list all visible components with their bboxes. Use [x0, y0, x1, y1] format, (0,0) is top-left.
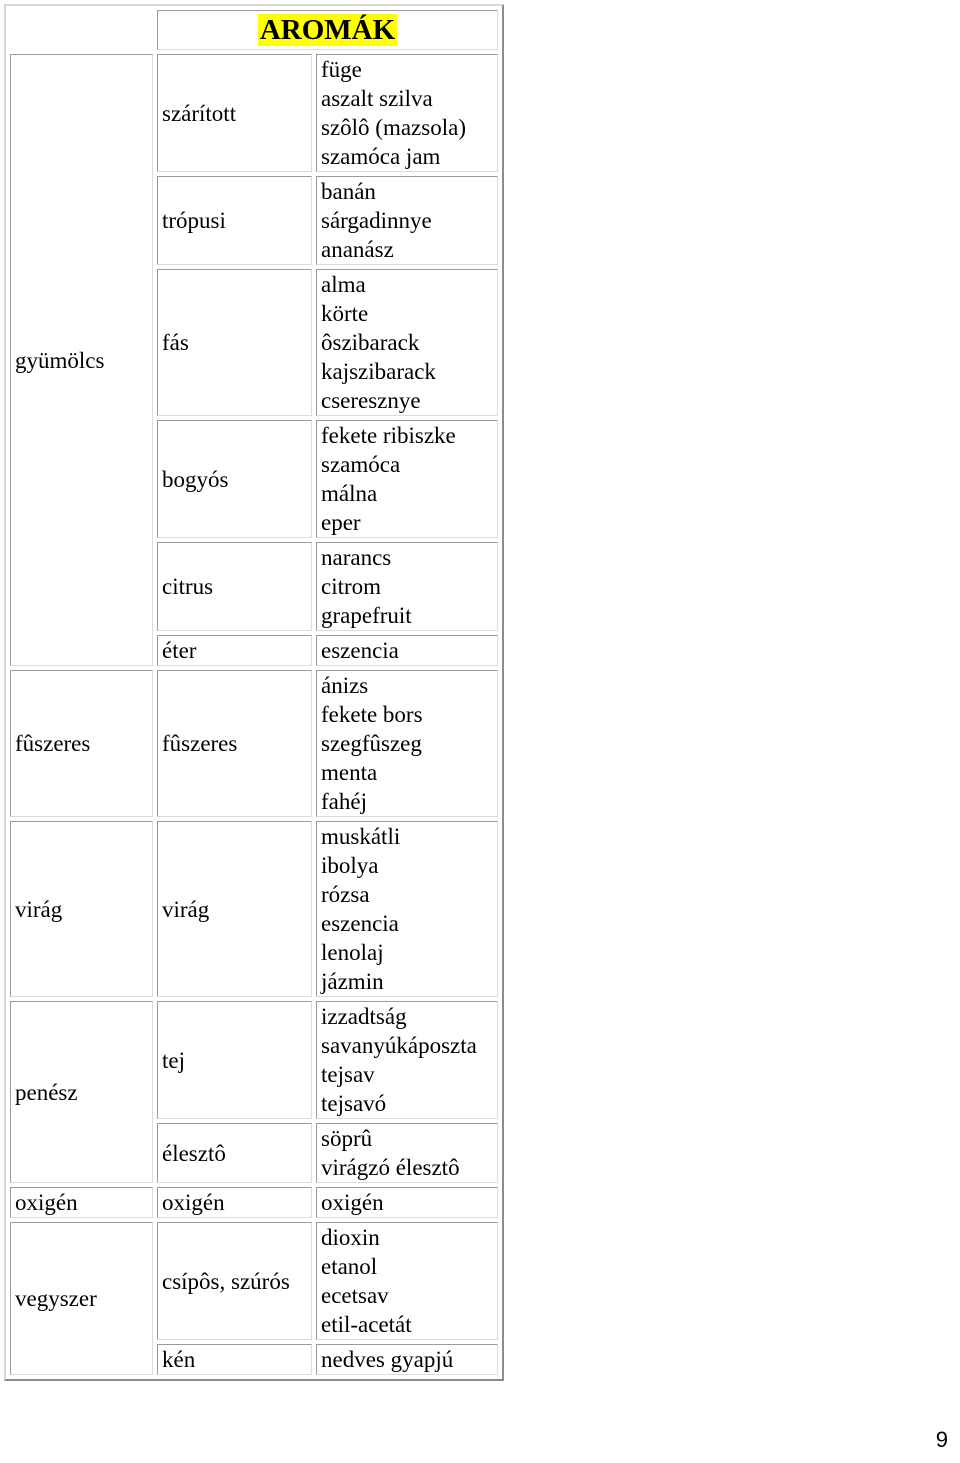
aroma-item: fahéj — [321, 789, 367, 814]
category-cell: vegyszer — [10, 1222, 153, 1375]
aroma-item: fekete bors — [321, 702, 423, 727]
aroma-item: körte — [321, 301, 369, 326]
aroma-item: söprû — [321, 1126, 373, 1151]
aroma-item: málna — [321, 481, 378, 506]
aroma-table — [4, 4, 504, 1381]
subcategory-cell: tej — [157, 1001, 312, 1119]
aroma-item: nedves gyapjú — [321, 1347, 454, 1372]
aroma-item: etil-acetát — [321, 1312, 412, 1337]
aroma-item: ibolya — [321, 853, 379, 878]
table-row — [10, 670, 498, 817]
subcategory-cell: fás — [157, 269, 312, 416]
aroma-item: virágzó élesztô — [321, 1155, 460, 1180]
aroma-list-cell — [316, 670, 498, 817]
aroma-item: fekete ribiszke — [321, 423, 456, 448]
aroma-list-cell — [316, 1123, 498, 1183]
aroma-item: savanyúkáposzta — [321, 1033, 477, 1058]
aroma-list-cell — [316, 821, 498, 997]
table-row — [10, 1222, 498, 1340]
table-row — [10, 1001, 498, 1119]
aroma-item: etanol — [321, 1254, 378, 1279]
aroma-item: tejsav — [321, 1062, 375, 1087]
aroma-item: szamóca jam — [321, 144, 441, 169]
category-cell: virág — [10, 821, 153, 997]
category-cell: gyümölcs — [10, 54, 153, 666]
aroma-item: eper — [321, 510, 361, 535]
aroma-item: rózsa — [321, 882, 370, 907]
aroma-item: alma — [321, 272, 366, 297]
aroma-item: ananász — [321, 237, 394, 262]
aroma-list-cell — [316, 1001, 498, 1119]
title-spacer — [10, 10, 153, 50]
aroma-table-wrapper — [4, 4, 504, 1381]
category-cell: penész — [10, 1001, 153, 1183]
aroma-item: ánizs — [321, 673, 369, 698]
subcategory-cell: csípôs, szúrós — [157, 1222, 312, 1340]
table-row — [10, 1187, 498, 1218]
subcategory-cell: virág — [157, 821, 312, 997]
table-row — [10, 54, 498, 172]
aroma-item: kajszibarack — [321, 359, 436, 384]
aroma-item: menta — [321, 760, 378, 785]
aroma-item: eszencia — [321, 638, 399, 663]
aroma-item: muskátli — [321, 824, 401, 849]
aroma-item: szôlô (mazsola) — [321, 115, 466, 140]
aroma-item: izzadtság — [321, 1004, 407, 1029]
aroma-list-cell — [316, 54, 498, 172]
aroma-list-cell — [316, 635, 498, 666]
aroma-item: tejsavó — [321, 1091, 387, 1116]
category-cell: fûszeres — [10, 670, 153, 817]
table-title: AROMÁK — [259, 14, 396, 46]
aroma-item: sárgadinnye — [321, 208, 432, 233]
aroma-item: oxigén — [321, 1190, 384, 1215]
subcategory-cell: fûszeres — [157, 670, 312, 817]
aroma-item: jázmin — [321, 969, 384, 994]
subcategory-cell: trópusi — [157, 176, 312, 265]
category-cell: oxigén — [10, 1187, 153, 1218]
aroma-item: narancs — [321, 545, 392, 570]
aroma-item: szegfûszeg — [321, 731, 422, 756]
page-number: 9 — [935, 1427, 948, 1452]
aroma-list-cell — [316, 420, 498, 538]
subcategory-cell: éter — [157, 635, 312, 666]
aroma-list-cell — [316, 176, 498, 265]
aroma-item: cseresznye — [321, 388, 421, 413]
aroma-list-cell — [316, 1187, 498, 1218]
title-row — [10, 10, 498, 50]
table-row — [10, 821, 498, 997]
subcategory-cell: bogyós — [157, 420, 312, 538]
subcategory-cell: szárított — [157, 54, 312, 172]
aroma-list-cell — [316, 1344, 498, 1375]
subcategory-cell: élesztô — [157, 1123, 312, 1183]
aroma-item: banán — [321, 179, 376, 204]
subcategory-cell: kén — [157, 1344, 312, 1375]
subcategory-cell: oxigén — [157, 1187, 312, 1218]
aroma-item: füge — [321, 57, 362, 82]
aroma-list-cell — [316, 1222, 498, 1340]
aroma-item: lenolaj — [321, 940, 384, 965]
aroma-item: ôszibarack — [321, 330, 420, 355]
aroma-list-cell — [316, 542, 498, 631]
subcategory-cell: citrus — [157, 542, 312, 631]
aroma-list-cell — [316, 269, 498, 416]
aroma-item: szamóca — [321, 452, 401, 477]
aroma-item: dioxin — [321, 1225, 380, 1250]
aroma-item: aszalt szilva — [321, 86, 433, 111]
aroma-item: eszencia — [321, 911, 399, 936]
aroma-item: ecetsav — [321, 1283, 389, 1308]
aroma-item: citrom — [321, 574, 382, 599]
aroma-item: grapefruit — [321, 603, 412, 628]
title-cell — [157, 10, 498, 50]
